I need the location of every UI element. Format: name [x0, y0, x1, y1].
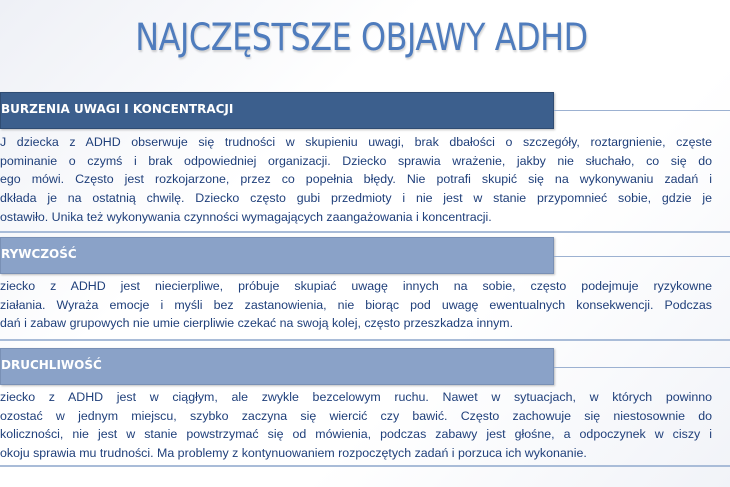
section-text-attention	[0, 133, 712, 226]
section-header-impulsivity	[0, 237, 554, 274]
section-separator	[0, 231, 730, 233]
section-heading: RYWCZOŚĆ	[1, 247, 77, 261]
section-header-attention	[0, 92, 554, 129]
section-separator	[0, 339, 730, 341]
section-heading: BURZENIA UWAGI I KONCENTRACJI	[1, 102, 234, 116]
text-line: pominanie o czymś i brak odpowiedniej organizacji. Dziecko sprawia wrażenie, jakby nie słuchało, co się do	[0, 153, 712, 168]
text-line: okoju sprawia mu trudności. Ma problemy z kontynuowaniem rozpoczętych zadań i porzuca ich wykonanie.	[0, 446, 587, 461]
section-separator	[0, 465, 730, 467]
text-line: ziałania. Wyraża emocje i myśli bez zastanowienia, nie biorąc pod uwagę ewentualnych konsekwencji. Podczas	[0, 297, 712, 312]
text-line: ozostać w jednym miejscu, szybko zaczyna się wiercić czy bawić. Często zachowuje się niestosownie do	[0, 408, 712, 423]
section-header-hyperactivity	[0, 348, 554, 385]
text-line: ostawiło. Unika też wykonywania czynności wymagających zaangażowania i koncentracji.	[0, 209, 492, 224]
section-heading: DRUCHLIWOŚĆ	[1, 358, 102, 372]
header-rule	[554, 256, 730, 257]
text-line: koliczności, nie jest w stanie powstrzymać się od mówienia, podczas zabawy jest głośne, a odpoczynek w ciszy i	[0, 427, 712, 442]
header-rule	[554, 110, 730, 111]
header-rule	[554, 367, 730, 368]
text-line: dań i zabaw grupowych nie umie cierpliwie czekać na swoją kolej, często przeszkadza innym.	[0, 316, 514, 331]
text-line: ego mówi. Często jest rozkojarzone, przez co popełnia błędy. Nie potrafi skupić się na wykonywaniu zadań i	[0, 172, 712, 187]
page-title: NAJCZĘSTSZE OBJAWY ADHD	[135, 16, 588, 59]
text-line: J dziecka z ADHD obserwuje się trudności w skupieniu uwagi, brak dbałości o szczegóły, roztargnienie, częste	[0, 135, 712, 149]
section-text-hyperactivity	[0, 388, 712, 463]
text-line: dkłada je na ostatnią chwilę. Dziecko często gubi przedmioty i nie jest w stanie przypomnieć sobie, gdzie je	[0, 191, 712, 206]
text-line: ziecko z ADHD jest w ciągłym, ale zwykle bezcelowym ruchu. Nawet w sytuacjach, w których powinno	[0, 390, 712, 404]
section-text-impulsivity	[0, 277, 712, 333]
text-line: ziecko z ADHD jest niecierpliwe, próbuje skupiać uwagę innych na sobie, często podejmuje ryzykowne	[0, 279, 712, 293]
